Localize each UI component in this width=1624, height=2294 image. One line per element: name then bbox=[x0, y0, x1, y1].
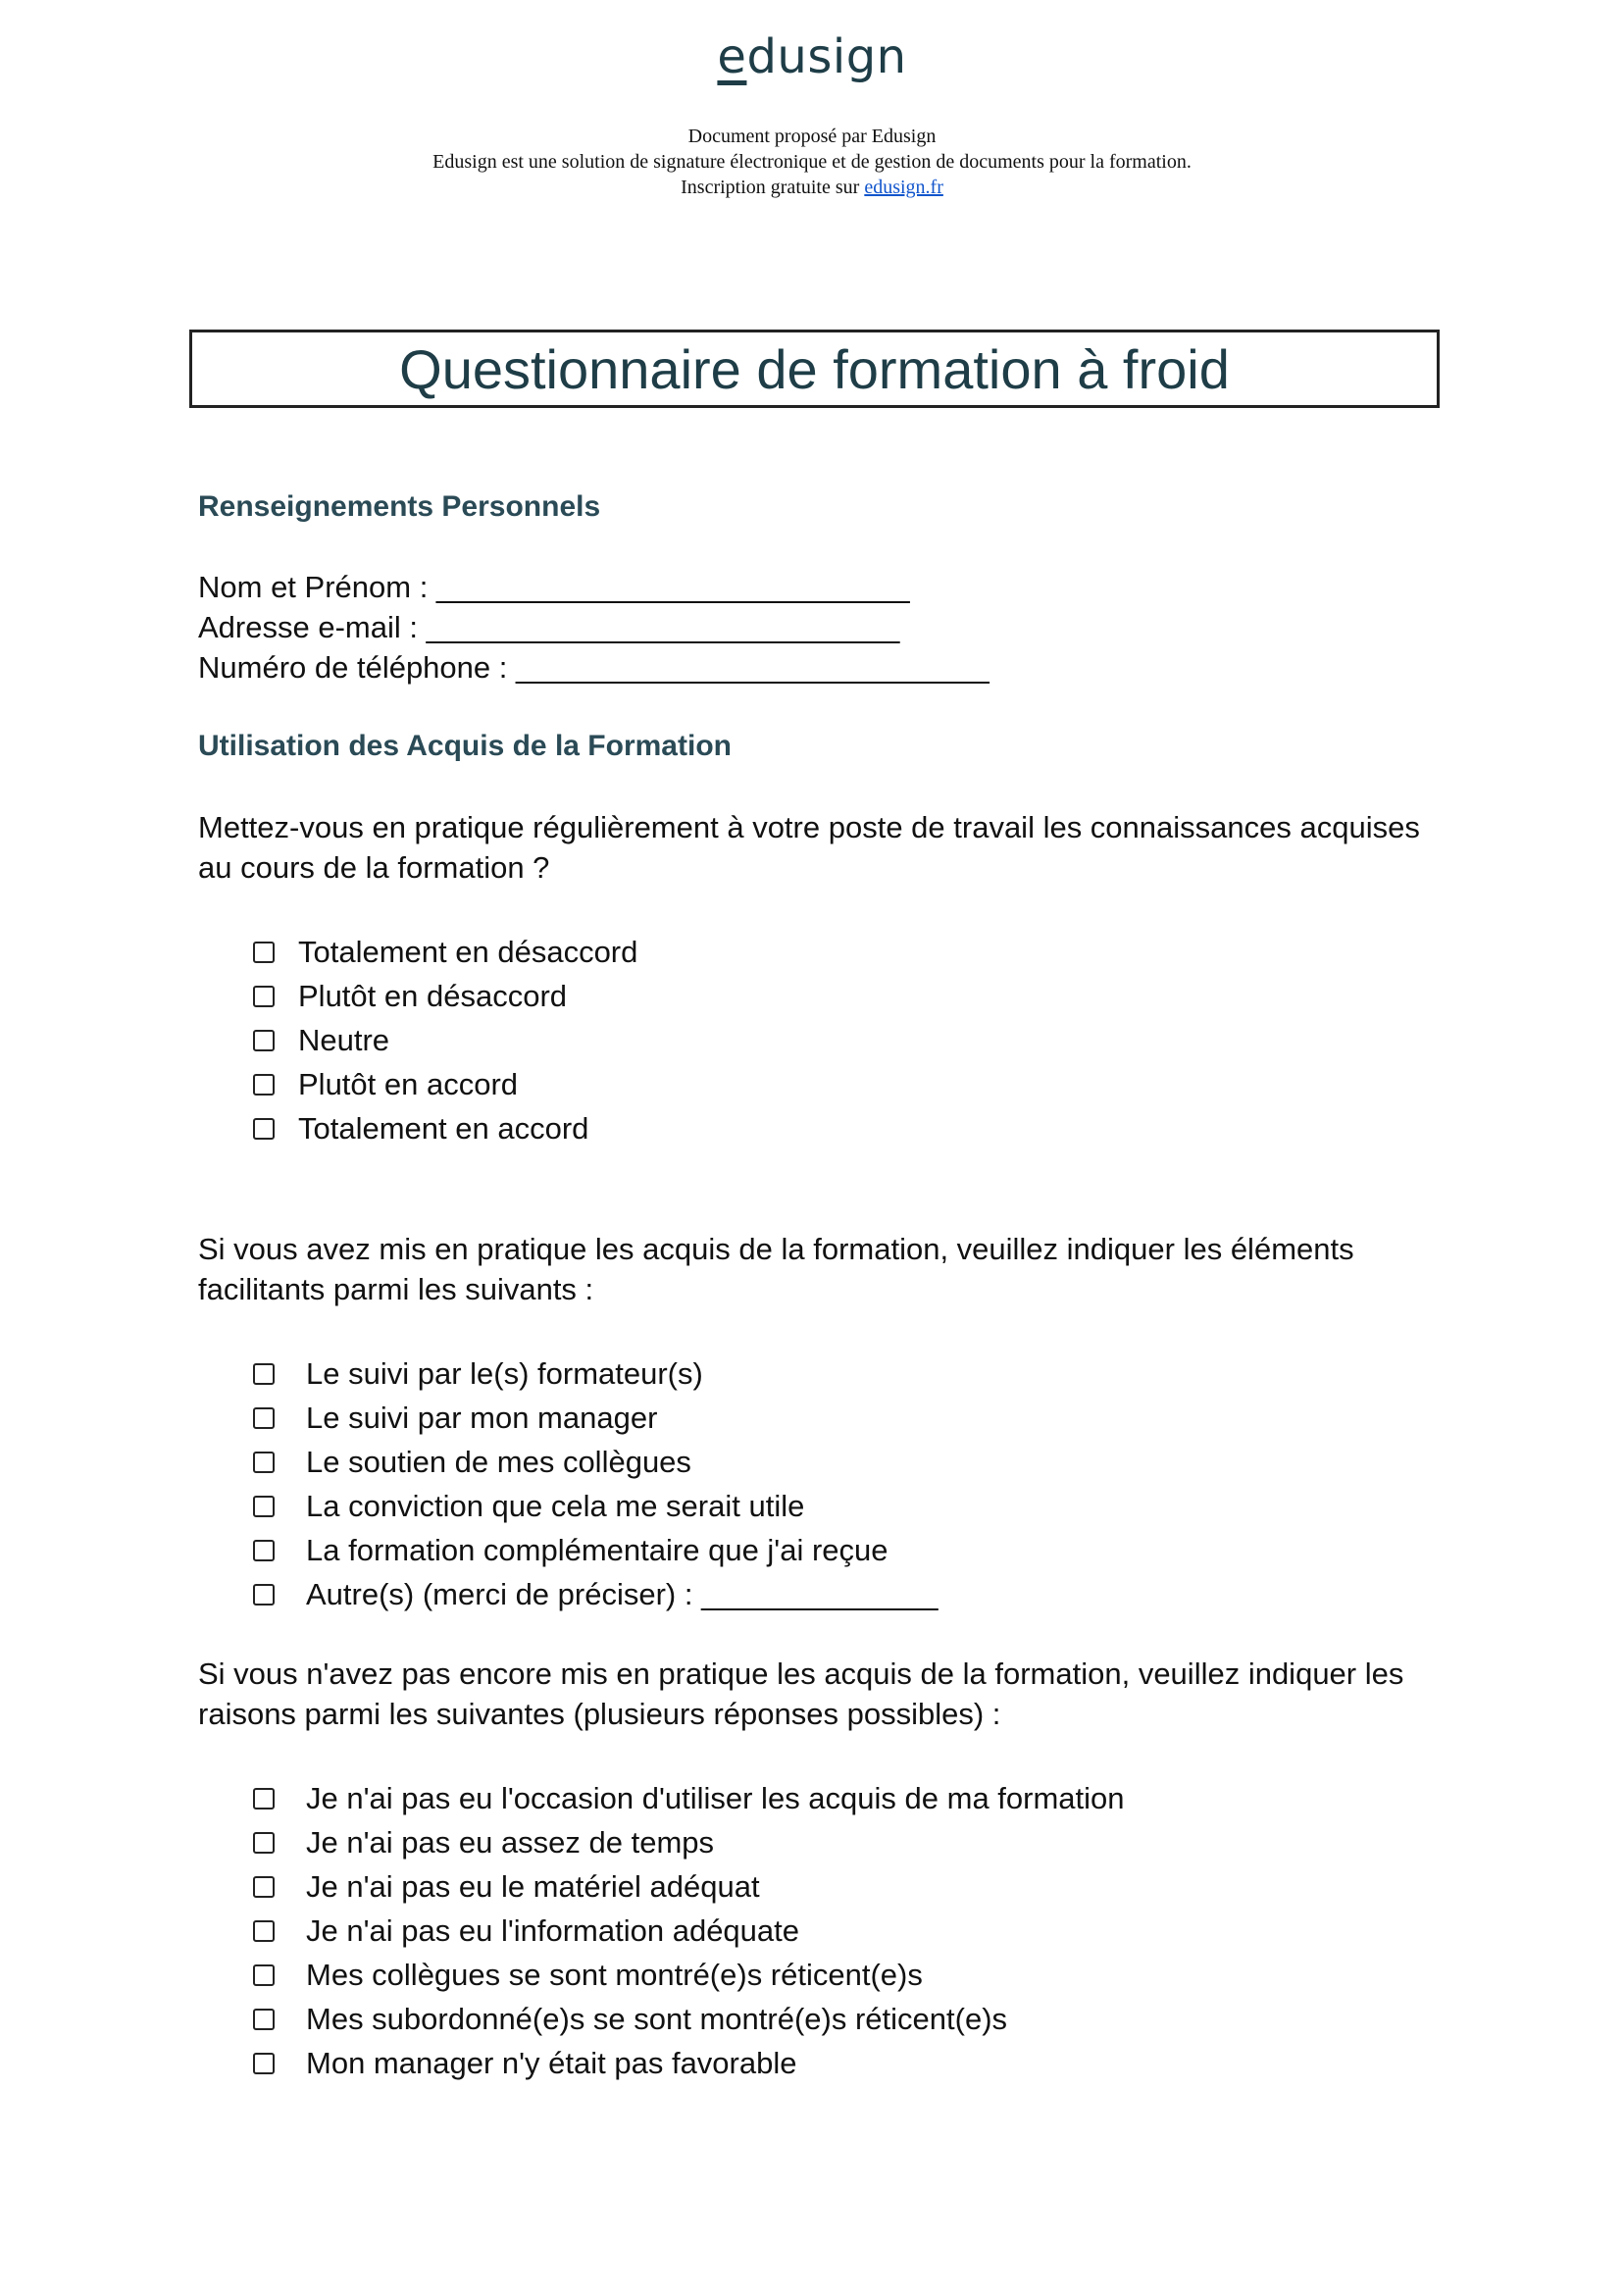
checkbox[interactable] bbox=[253, 1540, 275, 1561]
checkbox[interactable] bbox=[253, 1074, 275, 1096]
edusign-logo bbox=[0, 29, 1624, 84]
option-label: Autre(s) (merci de préciser) : ______________ bbox=[306, 1576, 939, 1611]
option-label: La formation complémentaire que j'ai reçue bbox=[306, 1532, 888, 1567]
option-label: Plutôt en désaccord bbox=[298, 978, 568, 1013]
checkbox[interactable] bbox=[253, 2009, 275, 2030]
question-2: Si vous avez mis en pratique les acquis de la formation, veuillez indiquer les éléments facilitants parmi les suivants : bbox=[198, 1232, 1354, 1306]
checkbox[interactable] bbox=[253, 1407, 275, 1429]
option-item[interactable] bbox=[253, 1106, 637, 1150]
checkbox[interactable] bbox=[253, 1030, 275, 1051]
title-box bbox=[189, 330, 1440, 408]
option-item[interactable] bbox=[253, 1351, 938, 1396]
option-label: Le suivi par mon manager bbox=[306, 1400, 658, 1435]
checkbox[interactable] bbox=[253, 1118, 275, 1140]
option-label: Plutôt en accord bbox=[298, 1066, 519, 1101]
checkbox[interactable] bbox=[253, 1496, 275, 1517]
checkbox[interactable] bbox=[253, 1788, 275, 1810]
question-2-options bbox=[253, 1351, 938, 1616]
option-item[interactable] bbox=[253, 1396, 938, 1440]
option-label: Mes subordonné(e)s se sont montré(e)s réticent(e)s bbox=[306, 2001, 1008, 2036]
option-item[interactable] bbox=[253, 1997, 1125, 2041]
option-label: Le suivi par le(s) formateur(s) bbox=[306, 1355, 703, 1391]
header-line-3 bbox=[0, 175, 1624, 200]
option-label: Mes collègues se sont montré(e)s réticent(e)s bbox=[306, 1957, 923, 1992]
header-line-2: Edusign est une solution de signature électronique et de gestion de documents pour la formation. bbox=[432, 151, 1192, 173]
edusign-link[interactable]: edusign.fr bbox=[864, 177, 943, 198]
option-item[interactable] bbox=[253, 974, 637, 1018]
option-label: Neutre bbox=[298, 1022, 390, 1057]
header-note bbox=[0, 124, 1624, 200]
option-item[interactable] bbox=[253, 1018, 637, 1062]
logo-initial: e bbox=[717, 29, 747, 84]
option-label: Totalement en accord bbox=[298, 1110, 589, 1146]
checkbox[interactable] bbox=[253, 2053, 275, 2074]
question-1-options bbox=[253, 930, 637, 1150]
option-item[interactable] bbox=[253, 930, 637, 974]
option-label: Mon manager n'y était pas favorable bbox=[306, 2045, 797, 2080]
option-label: Je n'ai pas eu le matériel adéquat bbox=[306, 1868, 760, 1904]
field-name[interactable]: Nom et Prénom : ____________________________ bbox=[198, 570, 910, 604]
option-item[interactable] bbox=[253, 1820, 1125, 1864]
option-item[interactable] bbox=[253, 1572, 938, 1616]
question-3-options bbox=[253, 1776, 1125, 2085]
option-label: Je n'ai pas eu assez de temps bbox=[306, 1824, 715, 1860]
header-line-3-prefix: Inscription gratuite sur bbox=[681, 177, 865, 198]
checkbox[interactable] bbox=[253, 1832, 275, 1854]
checkbox[interactable] bbox=[253, 942, 275, 963]
option-item[interactable] bbox=[253, 1953, 1125, 1997]
checkbox[interactable] bbox=[253, 1363, 275, 1385]
checkbox[interactable] bbox=[253, 1964, 275, 1986]
option-item[interactable] bbox=[253, 1776, 1125, 1820]
logo-rest: dusign bbox=[746, 29, 907, 84]
option-item[interactable] bbox=[253, 1528, 938, 1572]
option-item[interactable] bbox=[253, 1864, 1125, 1909]
option-item[interactable] bbox=[253, 1484, 938, 1528]
header-line-1: Document proposé par Edusign bbox=[687, 126, 937, 147]
checkbox[interactable] bbox=[253, 1452, 275, 1473]
section-heading-usage: Utilisation des Acquis de la Formation bbox=[198, 730, 732, 762]
option-label: Le soutien de mes collègues bbox=[306, 1444, 691, 1479]
option-item[interactable] bbox=[253, 1909, 1125, 1953]
option-label: Je n'ai pas eu l'information adéquate bbox=[306, 1912, 800, 1948]
option-label: Totalement en désaccord bbox=[298, 934, 638, 969]
checkbox[interactable] bbox=[253, 1920, 275, 1942]
checkbox[interactable] bbox=[253, 1876, 275, 1898]
field-email[interactable]: Adresse e-mail : ____________________________ bbox=[198, 610, 900, 644]
section-heading-personal: Renseignements Personnels bbox=[198, 490, 601, 523]
checkbox[interactable] bbox=[253, 986, 275, 1007]
page-title: Questionnaire de formation à froid bbox=[399, 337, 1230, 400]
option-item[interactable] bbox=[253, 2041, 1125, 2085]
checkbox[interactable] bbox=[253, 1584, 275, 1606]
question-1: Mettez-vous en pratique régulièrement à votre poste de travail les connaissances acquises au cours de la formation ? bbox=[198, 810, 1420, 885]
option-item[interactable] bbox=[253, 1440, 938, 1484]
option-label: La conviction que cela me serait utile bbox=[306, 1488, 805, 1523]
field-phone[interactable]: Numéro de téléphone : ____________________________ bbox=[198, 650, 990, 685]
option-item[interactable] bbox=[253, 1062, 637, 1106]
option-label: Je n'ai pas eu l'occasion d'utiliser les acquis de ma formation bbox=[306, 1780, 1125, 1815]
question-3: Si vous n'avez pas encore mis en pratique les acquis de la formation, veuillez indiquer les raisons parmi les suivantes (plusieurs réponses possibles) : bbox=[198, 1657, 1404, 1731]
